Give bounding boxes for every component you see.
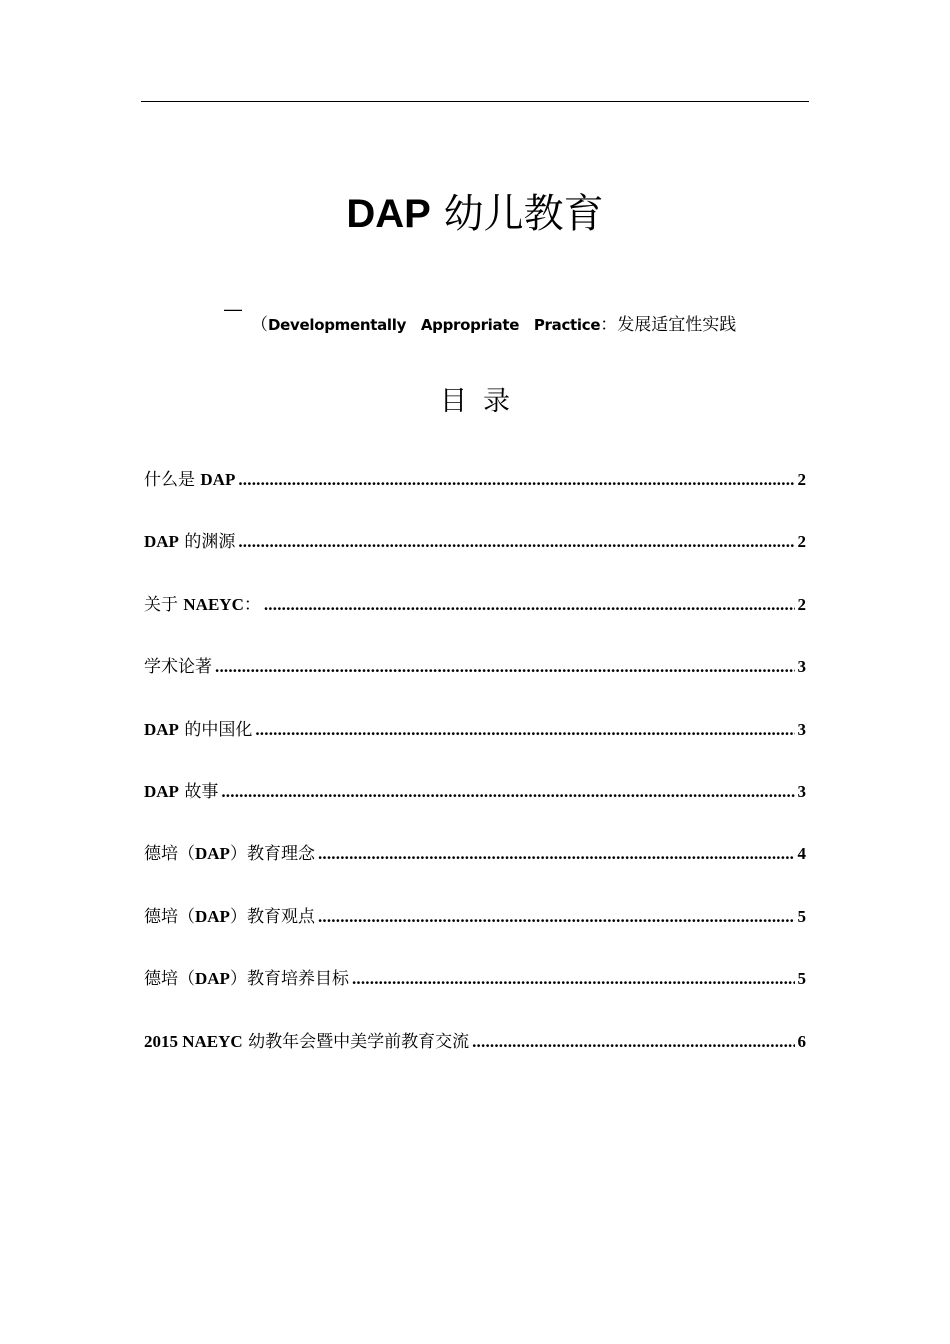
toc-entry[interactable] (144, 840, 806, 902)
toc-leader-dots (318, 903, 795, 931)
toc-entry-label (144, 965, 349, 993)
toc-entry-bold: DAP (195, 969, 230, 989)
toc-entry[interactable] (144, 965, 806, 1027)
toc-entry[interactable] (144, 1028, 806, 1090)
toc-entry-label (144, 466, 235, 494)
subtitle-open-paren: （ (251, 315, 268, 335)
toc-leader-dots (221, 778, 794, 806)
toc-entry-prefix: 德培（ (144, 844, 195, 865)
toc-entry-prefix: 学术论著 (144, 657, 212, 678)
title-latin: DAP (346, 192, 431, 236)
subtitle-dash: — (224, 299, 242, 319)
table-of-contents (144, 466, 806, 1090)
toc-entry[interactable] (144, 903, 806, 965)
toc-leader-dots (472, 1028, 794, 1056)
toc-entry-bold: DAP (144, 719, 179, 739)
toc-entry-bold: DAP (195, 906, 230, 926)
toc-entry-suffix: 故事 (178, 781, 219, 802)
toc-leader-dots (238, 528, 794, 556)
toc-entry-label (144, 716, 252, 744)
toc-heading: 目录 (440, 386, 526, 417)
toc-entry-page: 3 (797, 719, 806, 739)
toc-entry[interactable] (144, 778, 806, 840)
toc-entry-page: 4 (797, 844, 806, 864)
toc-entry[interactable] (144, 528, 806, 590)
toc-entry-page: 6 (797, 1031, 806, 1051)
toc-entry[interactable] (144, 466, 806, 528)
toc-leader-dots (215, 653, 795, 681)
toc-entry[interactable] (144, 591, 806, 653)
toc-entry-page: 3 (797, 781, 806, 801)
toc-entry-label (144, 653, 212, 681)
subtitle-english: Developmentally Appropriate Practice (268, 316, 601, 334)
toc-leader-dots (318, 840, 795, 868)
toc-leader-dots (238, 466, 794, 494)
toc-entry-bold: DAP (144, 781, 179, 801)
toc-entry-bold: 2015 NAEYC (144, 1031, 243, 1051)
document-title (0, 188, 950, 240)
subtitle-chinese: 发展适宜性实践 (617, 315, 737, 335)
toc-entry-suffix: ）教育观点 (229, 906, 315, 927)
toc-entry-suffix: ）教育理念 (229, 844, 315, 865)
subtitle-separator: ： (600, 315, 618, 335)
title-cjk: 幼儿教育 (443, 191, 604, 237)
toc-entry-prefix: 关于 (144, 594, 184, 615)
toc-entry-label (144, 778, 218, 806)
toc-entry-label (144, 528, 235, 556)
toc-entry-label (144, 840, 315, 868)
toc-entry-prefix: 德培（ (144, 906, 195, 927)
document-subtitle (251, 313, 736, 337)
toc-entry-suffix: ： (243, 594, 261, 615)
toc-entry-label (144, 903, 315, 931)
toc-entry-prefix: 德培（ (144, 969, 195, 990)
toc-leader-dots (255, 716, 794, 744)
toc-entry-page: 5 (797, 906, 806, 926)
toc-entry[interactable] (144, 716, 806, 778)
toc-entry-page: 3 (797, 657, 806, 677)
toc-entry-page: 2 (797, 470, 806, 489)
toc-entry-page: 2 (797, 594, 806, 614)
toc-leader-dots (264, 591, 795, 619)
toc-entry-bold: NAEYC (183, 594, 244, 614)
toc-leader-dots (352, 965, 795, 993)
toc-entry-bold: DAP (195, 844, 230, 864)
toc-entry-page: 5 (797, 969, 806, 989)
toc-entry-label (144, 591, 261, 619)
toc-entry-prefix: 什么是 (144, 470, 201, 490)
toc-entry-page: 2 (797, 532, 806, 552)
toc-entry-label (144, 1028, 469, 1056)
toc-entry-suffix: 的中国化 (178, 719, 253, 740)
toc-entry-bold: DAP (200, 470, 236, 489)
header-rule (141, 101, 809, 102)
toc-entry-bold: DAP (144, 532, 179, 552)
toc-entry-suffix: 的渊源 (178, 532, 236, 553)
toc-entry-suffix: ）教育培养目标 (229, 969, 349, 990)
toc-entry[interactable] (144, 653, 806, 715)
toc-entry-suffix: 幼教年会暨中美学前教育交流 (242, 1031, 470, 1052)
